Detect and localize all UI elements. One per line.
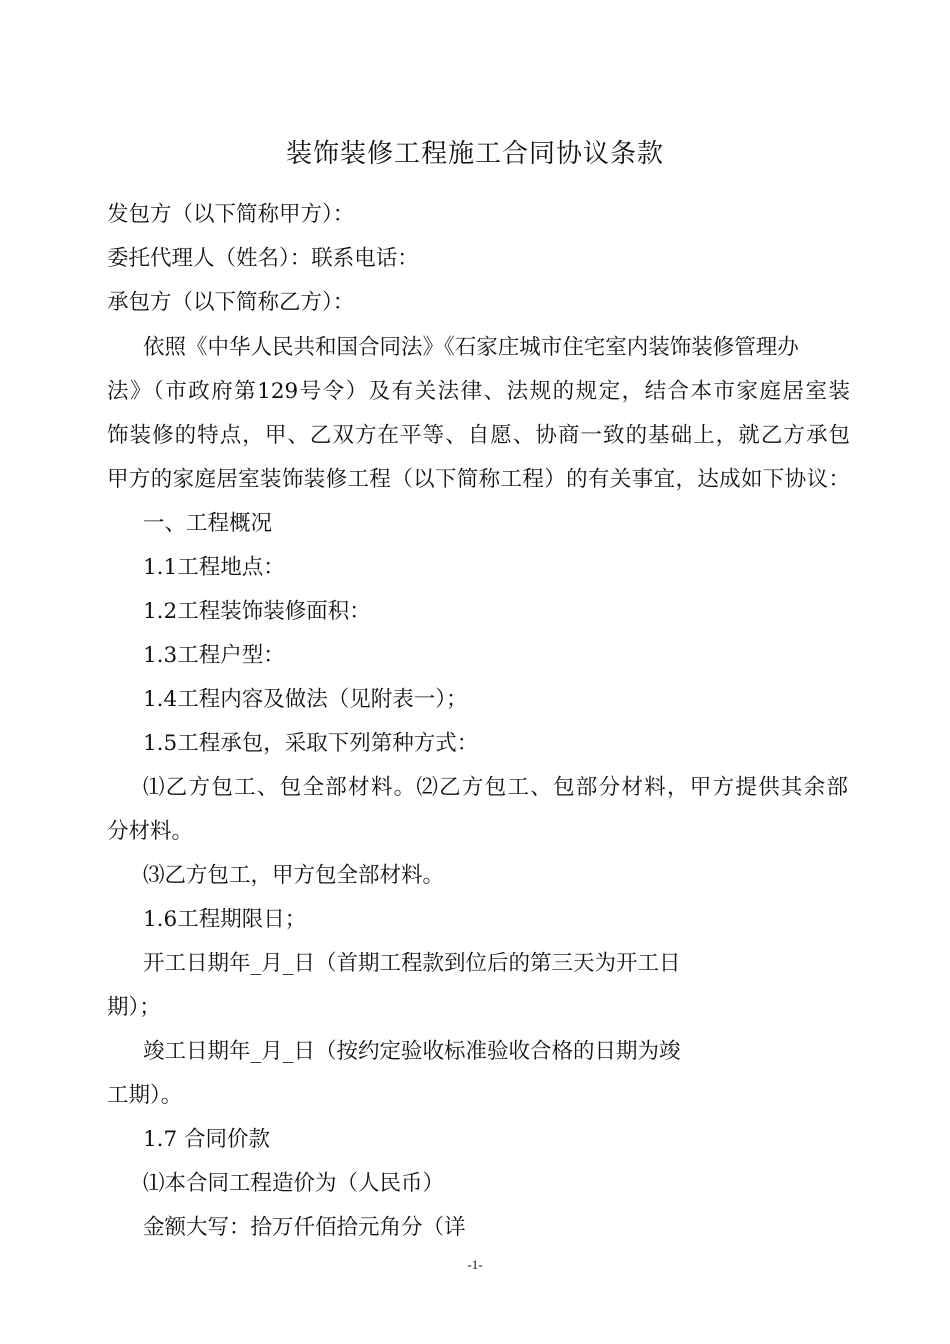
text-line: 法》（市政府第129号令）及有关法律、法规的规定，结合本市家庭居室装	[107, 379, 850, 404]
text-line: 1.5工程承包，采取下列第种方式：	[143, 731, 479, 756]
text-line: 发包方（以下简称甲方）：	[107, 202, 355, 227]
text-line: 期）；	[107, 995, 161, 1020]
text-line: 1.3工程户型：	[143, 643, 285, 668]
text-line: 1.6工程期限日；	[143, 907, 307, 932]
text-line: 依照《中华人民共和国合同法》《石家庄城市住宅室内装饰装修管理办	[143, 335, 799, 360]
text-line: 竣工日期年_月_日（按约定验收标准验收合格的日期为竣	[143, 1039, 681, 1064]
page-number: -1-	[467, 1257, 483, 1272]
text-line: 分材料。	[107, 819, 194, 844]
text-line: 甲方的家庭居室装饰装修工程（以下简称工程）的有关事宜，达成如下协议：	[107, 467, 850, 492]
text-line: 开工日期年_月_日（首期工程款到位后的第三天为开工日	[143, 951, 681, 976]
text-line: ⑴乙方包工、包全部材料。⑵乙方包工、包部分材料，甲方提供其余部	[143, 775, 848, 800]
text-line: 饰装修的特点，甲、乙双方在平等、自愿、协商一致的基础上，就乙方承包	[107, 423, 850, 448]
section-heading: 一、工程概况	[143, 511, 273, 536]
text-line: ⑴本合同工程造价为（人民币）	[143, 1171, 445, 1196]
text-line: 1.1工程地点：	[143, 555, 285, 580]
text-line: 承包方（以下简称乙方）：	[107, 290, 355, 315]
document-title: 装饰装修工程施工合同协议条款	[285, 139, 664, 169]
text-line: ⑶乙方包工，甲方包全部材料。	[143, 863, 445, 888]
text-line: 1.2工程装饰装修面积：	[143, 599, 371, 624]
text-line: 金额大写：拾万仟佰拾元角分（详	[143, 1215, 466, 1240]
text-line: 委托代理人（姓名）：联系电话：	[107, 246, 419, 271]
section-heading: 1.7 合同价款	[143, 1127, 271, 1152]
text-line: 1.4工程内容及做法（见附表一）；	[143, 687, 468, 712]
text-line: 工期）。	[107, 1083, 183, 1108]
